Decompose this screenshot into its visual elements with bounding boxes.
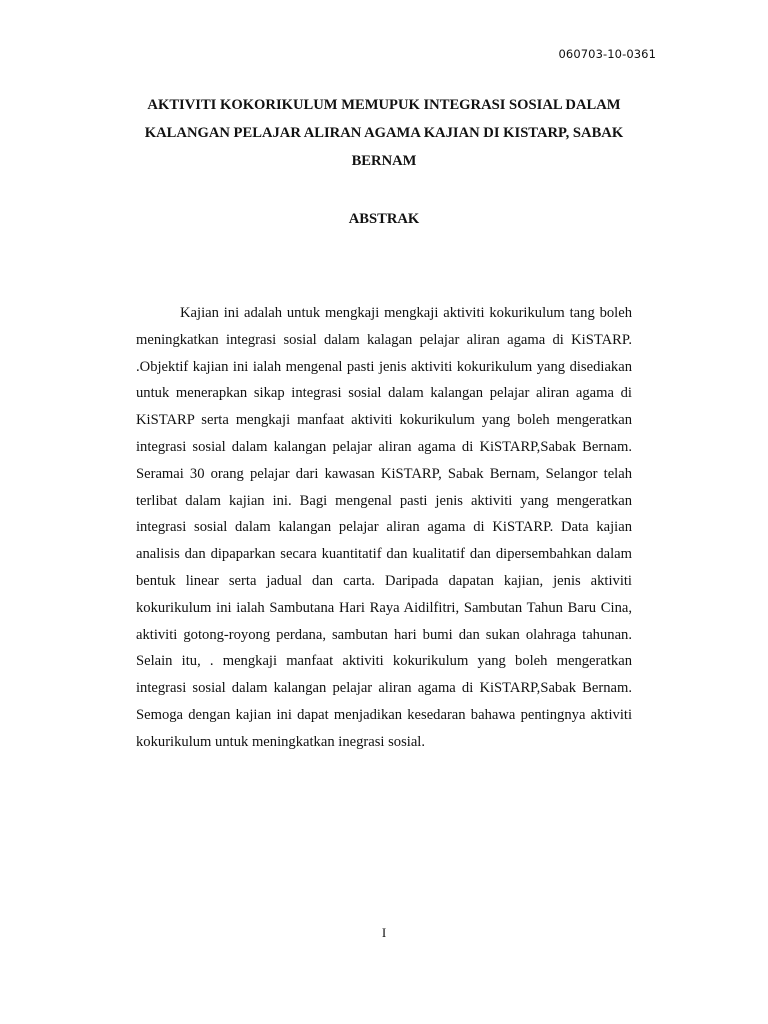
abstract-heading: ABSTRAK xyxy=(348,211,420,227)
document-title: AKTIVITI KOKORIKULUM MEMUPUK INTEGRASI SOSIAL DALAM KALANGAN PELAJAR ALIRAN AGAMA KAJIAN DI KISTARP, SABAK BERNAM xyxy=(144,97,624,169)
document-id: 060703-10-0361 xyxy=(558,47,656,61)
page-number: I xyxy=(381,925,387,940)
abstract-paragraph: Kajian ini adalah untuk mengkaji mengkaji aktiviti kokurikulum tang boleh meningkatkan integrasi sosial dalam kalagan pelajar aliran agama di KiSTARP. .Objektif kajian ini ialah mengenal pasti jenis aktiviti kokurikulum yang disediakan untuk menerapkan sikap integrasi sosial dalam kalangan pelajar aliran agama di KiSTARP serta mengkaji manfaat aktiviti kokurikulum yang boleh mengeratkan integrasi sosial dalam kalangan pelajar aliran agama di KiSTARP,Sabak Bernam. Seramai 30 orang pelajar dari kawasan KiSTARP, Sabak Bernam, Selangor telah terlibat dalam kajian ini. Bagi mengenal pasti jenis aktiviti yang mengeratkan integrasi sosial dalam kalangan pelajar aliran agama di KiSTARP. Data kajian analisis dan dipaparkan secara kuantitatif dan kualitatif dan dipersembahkan dalam bentuk linear serta jadual dan carta. Daripada dapatan kajian, jenis aktiviti kokurikulum ini ialah Sambutana Hari Raya Aidilfitri, Sambutan Tahun Baru Cina, aktiviti gotong-royong perdana, sambutan hari bumi dan sukan olahraga tahunan. Selain itu, . mengkaji manfaat aktiviti kokurikulum yang boleh mengeratkan integrasi sosial dalam kalangan pelajar aliran agama di KiSTARP,Sabak Bernam. Semoga dengan kajian ini dapat menjadikan kesedaran bahawa pentingnya aktiviti kokurikulum untuk meningkatkan inegrasi sosial. xyxy=(136,305,632,750)
